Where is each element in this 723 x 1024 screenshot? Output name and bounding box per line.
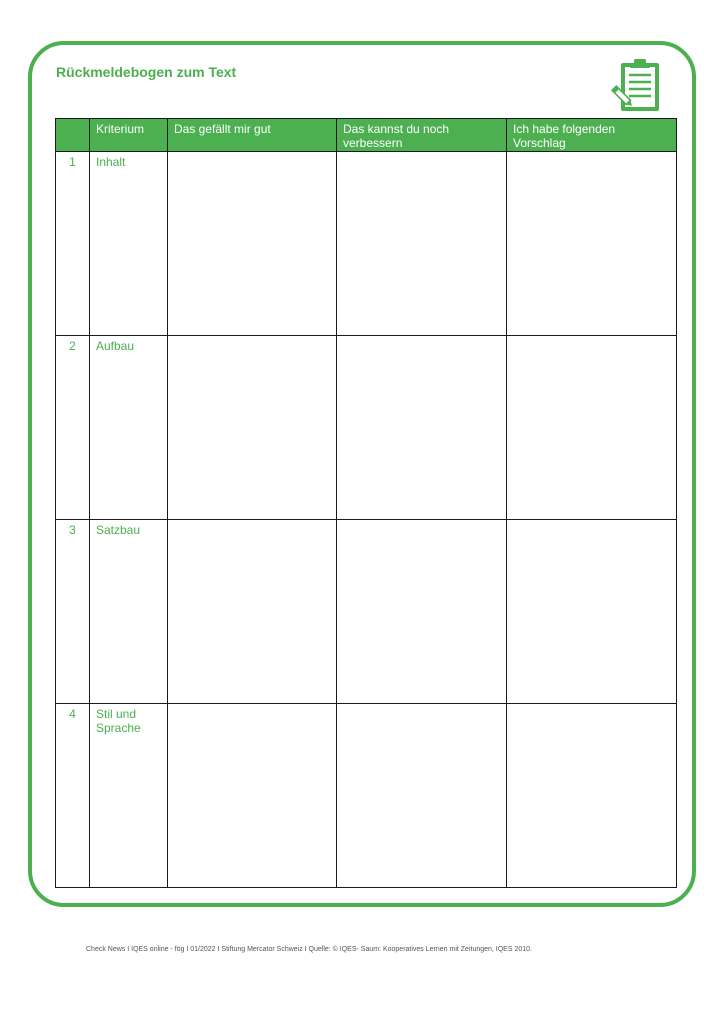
likes-cell[interactable] <box>168 152 337 336</box>
table-row <box>56 336 677 520</box>
row-criterion: Aufbau <box>90 336 168 520</box>
column-header-criterion: Kriterium <box>90 119 168 152</box>
column-header-number <box>56 119 90 152</box>
column-header-improve: Das kannst du noch verbessern <box>337 119 507 152</box>
row-number: 2 <box>56 336 90 520</box>
row-number: 4 <box>56 704 90 888</box>
row-number: 3 <box>56 520 90 704</box>
clipboard-checklist-icon <box>610 58 662 114</box>
suggestion-cell[interactable] <box>507 152 677 336</box>
likes-cell[interactable] <box>168 520 337 704</box>
table-row <box>56 152 677 336</box>
improve-cell[interactable] <box>337 152 507 336</box>
table-header-row <box>56 119 677 152</box>
footer-source-note: Check News I IQES online - fög I 01/2022 I Stiftung Mercator Schweiz I Quelle: © IQES- Saum: Kooperatives Lernen mit Zeitungen, IQES 2010. <box>86 946 532 953</box>
table-row <box>56 704 677 888</box>
feedback-table <box>55 118 677 888</box>
suggestion-cell[interactable] <box>507 520 677 704</box>
table-row <box>56 520 677 704</box>
row-number: 1 <box>56 152 90 336</box>
improve-cell[interactable] <box>337 336 507 520</box>
page-title: Rückmeldebogen zum Text <box>56 64 237 80</box>
improve-cell[interactable] <box>337 520 507 704</box>
improve-cell[interactable] <box>337 704 507 888</box>
likes-cell[interactable] <box>168 336 337 520</box>
row-criterion: Inhalt <box>90 152 168 336</box>
likes-cell[interactable] <box>168 704 337 888</box>
suggestion-cell[interactable] <box>507 704 677 888</box>
column-header-suggestion: Ich habe folgenden Vorschlag <box>507 119 677 152</box>
row-criterion: Stil und Sprache <box>90 704 168 888</box>
row-criterion: Satzbau <box>90 520 168 704</box>
column-header-likes: Das gefällt mir gut <box>168 119 337 152</box>
suggestion-cell[interactable] <box>507 336 677 520</box>
